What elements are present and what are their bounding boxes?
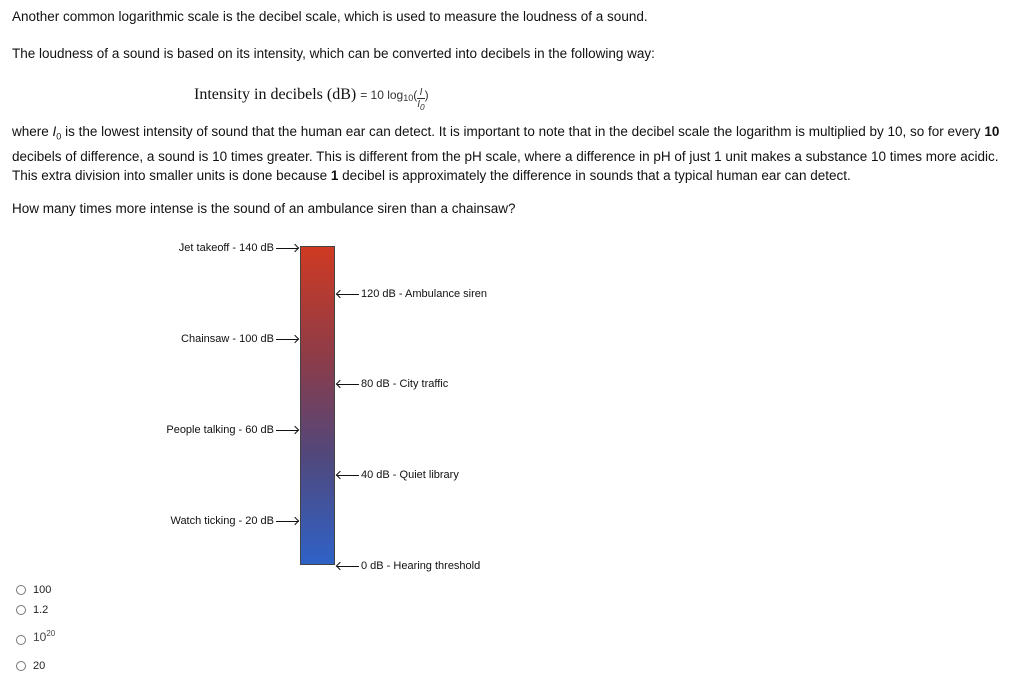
explanation-paragraph: where $I_0$ is the lowest intensity of sound that the human ear can detect. It is important to note that in the decibel scale the logarithm is multiplied by 10, so for every 10 decibels of difference, a sound is 10 times greater. This is different from the pH scale, where a difference in pH of just 1 unit makes a substance 10 times more acidic. This extra division into smaller units is done because 1 decibel is approximately the difference in sounds that a typical human ear can detect. — [12, 124, 1000, 183]
arrow-right-icon — [276, 430, 298, 431]
answer-option-1-2[interactable] — [16, 604, 48, 616]
radio-button[interactable] — [16, 585, 26, 595]
conversion-paragraph: The loudness of a sound is based on its intensity, which can be converted into decibels in the following way: — [12, 46, 655, 61]
intro-paragraph: Another common logarithmic scale is the decibel scale, which is used to measure the loudness of a sound. — [12, 9, 648, 24]
label-chainsaw: Chainsaw - 100 dB — [181, 332, 298, 346]
option-label: 20 — [33, 660, 46, 672]
arrow-left-icon — [337, 294, 359, 295]
arrow-left-icon — [337, 566, 359, 567]
label-ambulance-siren: 120 dB - Ambulance siren — [337, 287, 487, 301]
label-quiet-library: 40 dB - Quiet library — [337, 468, 459, 482]
decibel-formula — [194, 86, 429, 113]
option-label: 100 — [33, 584, 52, 596]
arrow-right-icon — [276, 521, 298, 522]
arrow-left-icon — [337, 384, 359, 385]
formula-log-base: 10 — [403, 93, 414, 103]
option-label: $10^{20}$ — [33, 628, 56, 644]
arrow-left-icon — [337, 475, 359, 476]
label-people-talking: People talking - 60 dB — [166, 423, 298, 437]
label-hearing-threshold: 0 dB - Hearing threshold — [337, 559, 480, 573]
decibel-scale-bar — [300, 246, 335, 565]
formula-rhs: = 10 $\log_{10}$( $\frac{I}{I_0}$ ) — [360, 87, 429, 112]
label-jet-takeoff: Jet takeoff - 140 dB — [179, 241, 298, 255]
arrow-right-icon — [276, 248, 298, 249]
formula-denominator: $I_0$ — [417, 99, 425, 112]
answer-option-100[interactable] — [16, 584, 51, 596]
label-city-traffic: 80 dB - City traffic — [337, 377, 448, 391]
question-text: How many times more intense is the sound of an ambulance siren than a chainsaw? — [12, 201, 516, 216]
option-label: 1.2 — [33, 604, 49, 616]
formula-lhs: Intensity in decibels (dB) — [194, 86, 357, 103]
radio-button[interactable] — [16, 635, 26, 645]
answer-option-10-pow-20[interactable] — [16, 627, 55, 645]
radio-button[interactable] — [16, 605, 26, 615]
radio-button[interactable] — [16, 661, 26, 671]
formula-fraction — [417, 87, 424, 113]
answer-option-20[interactable] — [16, 660, 45, 672]
formula-rhs-prefix: = 10 log — [360, 88, 404, 102]
arrow-right-icon — [276, 339, 298, 340]
label-watch-ticking: Watch ticking - 20 dB — [170, 514, 298, 528]
formula-numerator: I — [417, 87, 424, 99]
